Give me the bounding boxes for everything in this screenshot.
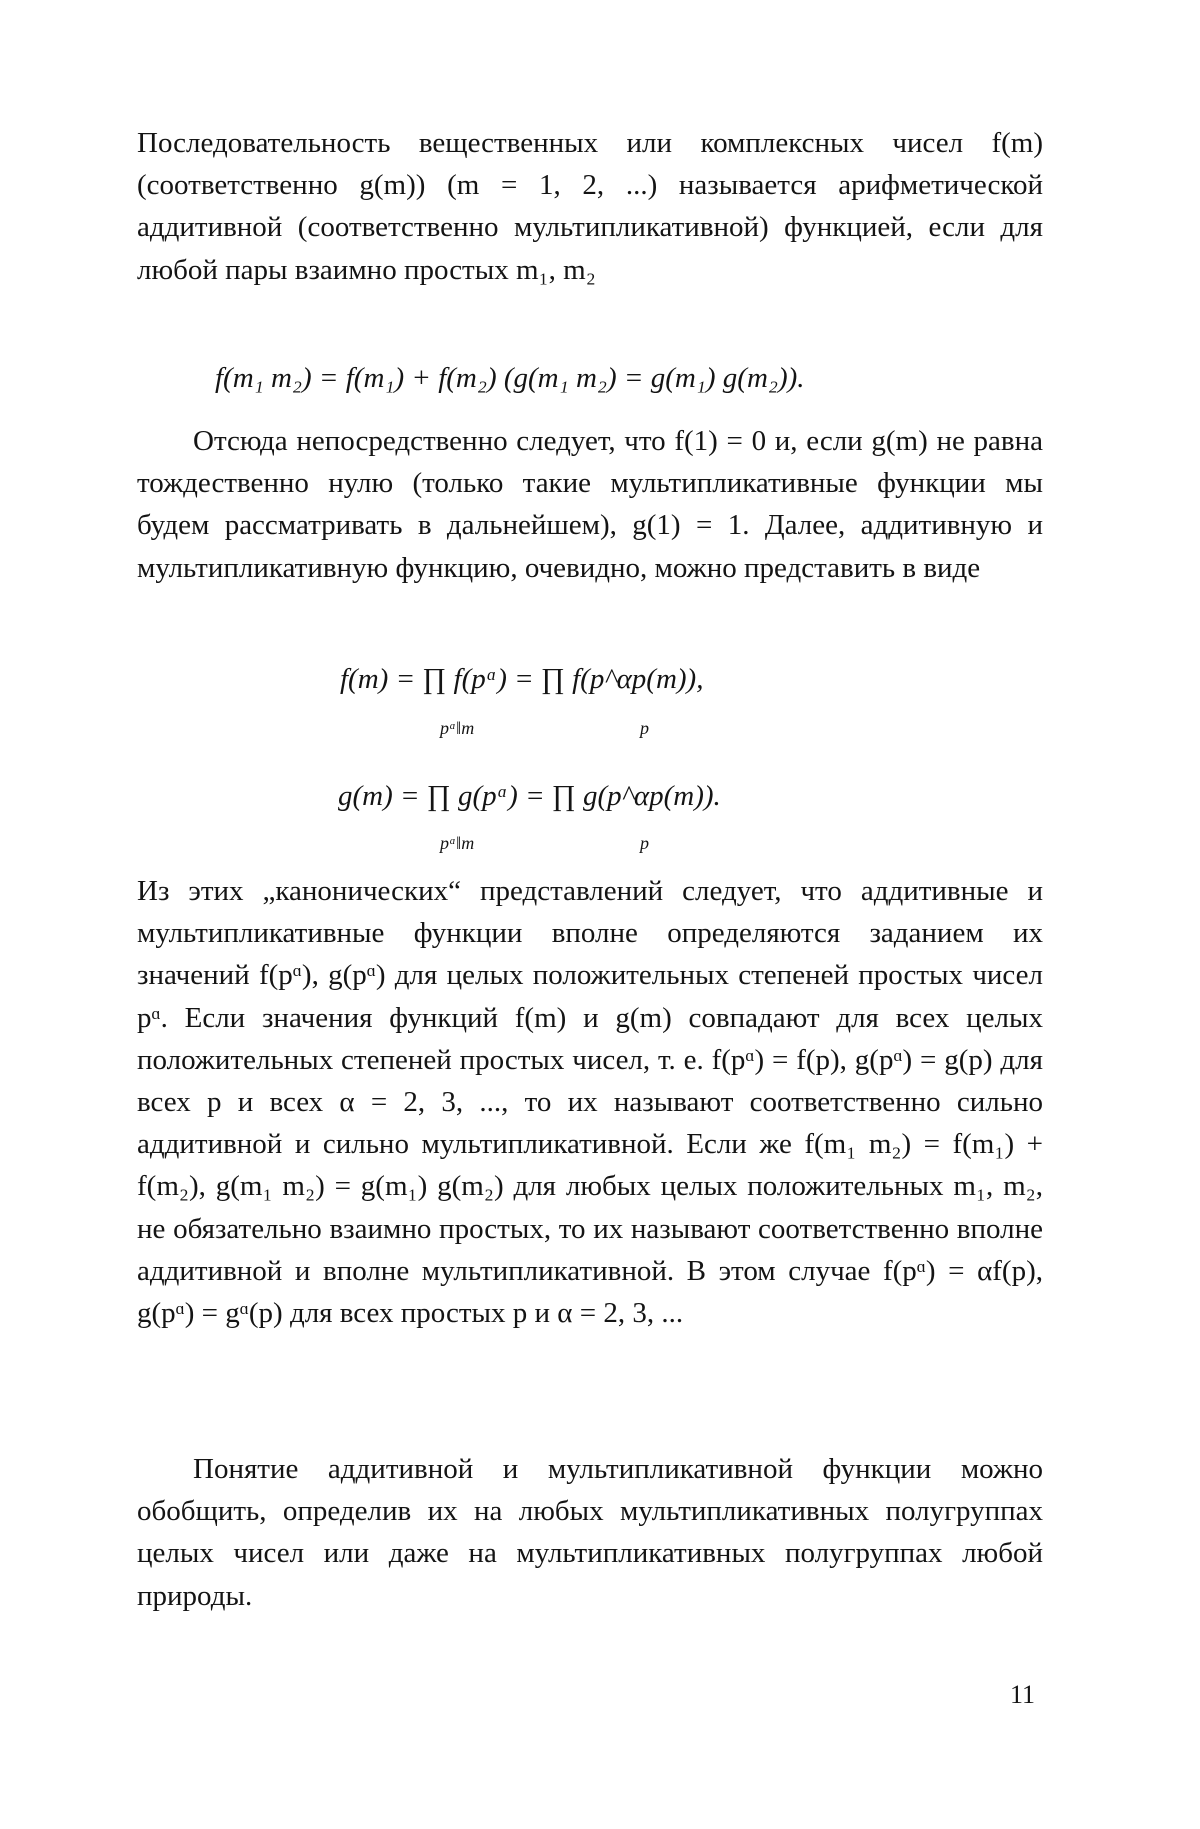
paragraph-text: Понятие аддитивной и мультипликативной функции можно обобщить, определив их на любых мультипликативных полугруппах целых чисел или даже на мультипликативных полугруппах любой природы. (137, 1453, 1043, 1612)
formula-additivity: f(m₁ m₂) = f(m₁) + f(m₂) (g(m₁ m₂) = g(m₁) g(m₂)). (215, 362, 805, 394)
paragraph-canonical (137, 870, 1043, 1334)
paragraph-text: Из этих „канонических“ представлений следует, что аддитивные и мультипликативные функции вполне определяются заданием их значений f(pᵅ), g(pᵅ) для целых положительных степеней простых чисел pᵅ. Если значения функций f(m) и g(m) совпадают для всех целых положительных степеней простых чисел, т. е. f(pᵅ) = f(p), g(pᵅ) = g(p) для всех p и всех α = 2, 3, ..., то их называют соответственно сильно аддитивной и сильно мультипликативной. Если же f(m₁ m₂) = f(m₁) + f(m₂), g(m₁ m₂) = g(m₁) g(m₂) для любых целых положительных m₁, m₂, не обязательно взаимно простых, то их называют соответственно вполне аддитивной и вполне мультипликативной. В этом случае f(pᵅ) = αf(p), g(pᵅ) = gᵅ(p) для всех простых p и α = 2, 3, ... (137, 875, 1043, 1330)
page-number: 11 (1010, 1680, 1036, 1709)
paragraph-generalization (137, 1448, 1043, 1617)
formula-product-f: f(m) = ∏ f(pᵅ) = ∏ f(p^αp(m)), (340, 663, 704, 695)
paragraph-definition (137, 122, 1043, 291)
product-subscript: p (640, 833, 649, 853)
paragraph-consequence (137, 420, 1043, 589)
formula-product-g: g(m) = ∏ g(pᵅ) = ∏ g(p^αp(m)). (338, 780, 721, 812)
paragraph-text: Последовательность вещественных или комплексных чисел f(m) (соответственно g(m)) (m = 1, 2, ...) называется арифметической аддитивной (соответственно мультипликативной) функцией, если для любой пары взаимно простых m₁, m₂ (137, 127, 1043, 286)
product-subscript: pᵅ‖m (440, 718, 475, 738)
paragraph-text: Отсюда непосредственно следует, что f(1) = 0 и, если g(m) не равна тождественно нулю (только такие мультипликативные функции мы будем рассматривать в дальнейшем), g(1) = 1. Далее, аддитивную и мультипликативную функцию, очевидно, можно представить в виде (137, 425, 1043, 584)
product-subscript: p (640, 718, 649, 738)
product-subscript: pᵅ‖m (440, 833, 475, 853)
